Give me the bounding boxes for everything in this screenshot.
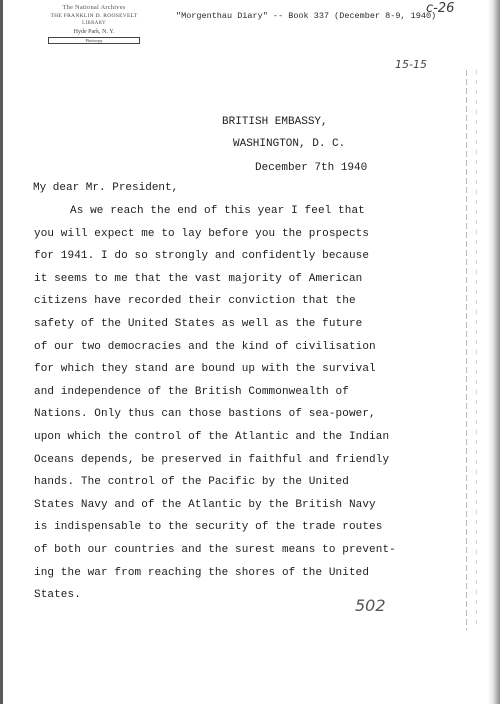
letter-body — [34, 205, 454, 612]
body-line: for 1941. I do so strongly and confidently because — [34, 250, 370, 263]
body-line: Oceans depends, be preserved in faithful and friendly — [34, 453, 390, 466]
letterhead-embassy: BRITISH EMBASSY, — [222, 116, 328, 128]
body-line: As we reach the end of this year I feel that — [70, 205, 365, 217]
body-line: of our two democracies and the kind of civilisation — [34, 340, 376, 353]
stamp-line-2: THE FRANKLIN D. ROOSEVELT — [50, 13, 138, 19]
body-line: of both our countries and the surest means to prevent- — [34, 543, 396, 556]
body-line: and independence of the British Commonwealth of — [34, 385, 349, 398]
body-line: Nations. Only thus can those bastions of sea-power, — [34, 408, 376, 421]
scan-edge-right — [488, 0, 500, 704]
body-line: citizens have recorded their conviction that the — [34, 295, 356, 308]
handwritten-annotation-top: c-26 — [426, 1, 455, 16]
stamp-line-3: LIBRARY — [82, 21, 106, 26]
body-line: it seems to me that the vast majority of American — [34, 272, 363, 285]
archive-stamp — [38, 4, 150, 44]
stamp-line-5: Photocopy — [48, 37, 140, 44]
salutation: My dear Mr. President, — [33, 182, 179, 194]
body-line: upon which the control of the Atlantic and the Indian — [34, 430, 390, 443]
body-line: ing the war from reaching the shores of the United — [34, 566, 370, 579]
letter-date: December 7th 1940 — [255, 162, 368, 174]
scan-edge-left — [0, 0, 3, 704]
body-line: you will expect me to lay before you the prospects — [34, 227, 370, 240]
body-line: States Navy and of the Atlantic by the British Navy — [34, 498, 376, 511]
handwritten-page-number: 15-15 — [395, 58, 427, 71]
handwritten-folio-number: 502 — [355, 596, 386, 615]
stamp-line-4: Hyde Park, N. Y. — [73, 29, 115, 35]
body-line: for which they stand are bound up with the survival — [34, 363, 376, 376]
diary-title: "Morgenthau Diary" -- Book 337 (December 8-9, 1940) — [176, 11, 437, 21]
body-line: is indispensable to the security of the trade routes — [34, 521, 383, 534]
body-line: States. — [34, 589, 81, 602]
margin-rule-secondary — [476, 70, 477, 630]
letterhead-city: WASHINGTON, D. C. — [233, 138, 346, 150]
margin-rule — [466, 70, 467, 630]
stamp-line-1: The National Archives — [62, 4, 126, 11]
body-line: safety of the United States as well as the future — [34, 317, 363, 330]
body-line: hands. The control of the Pacific by the United — [34, 476, 349, 489]
